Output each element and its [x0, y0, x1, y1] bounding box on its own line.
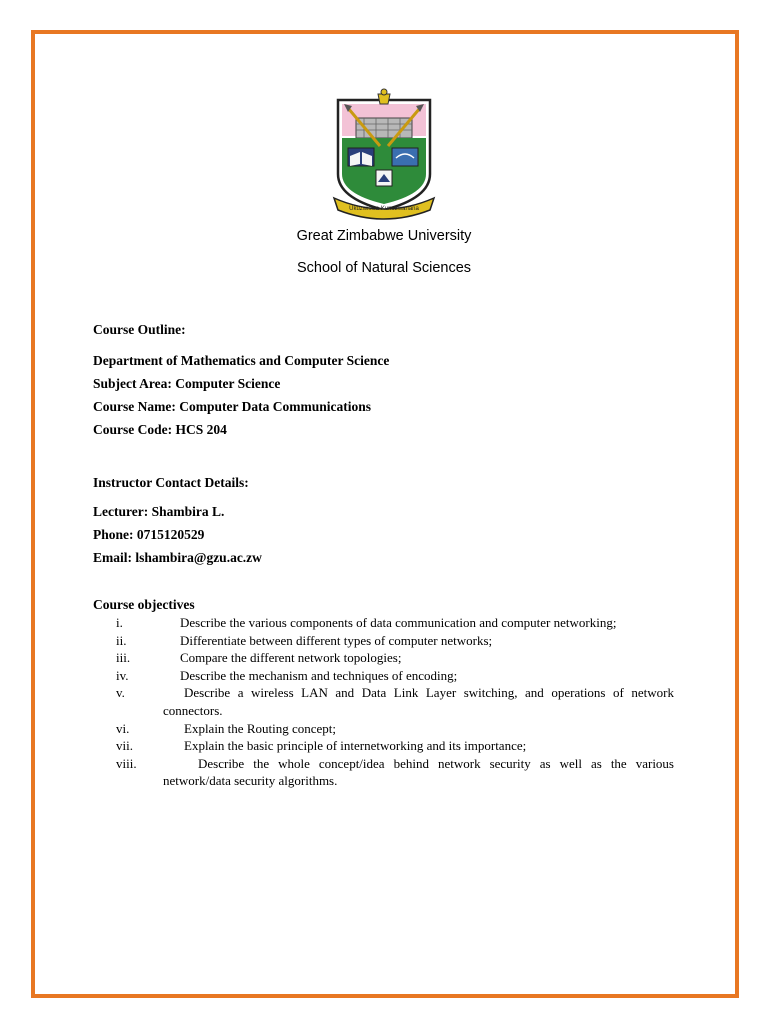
list-item-continuation: connectors.: [163, 702, 223, 718]
objectives-heading: Course objectives: [93, 597, 195, 612]
list-item-text: Describe the whole concept/idea behind network security as well as the various: [198, 755, 674, 771]
list-item-text: Differentiate between different types of computer networks;: [180, 632, 493, 648]
list-item: [93, 614, 674, 632]
list-item-text: Compare the different network topologies;: [180, 650, 402, 666]
list-item-number: iii.: [116, 650, 131, 666]
list-item: [93, 737, 674, 755]
list-item-number: iv.: [116, 667, 129, 683]
list-item-text: Describe the mechanism and techniques of encoding;: [180, 667, 458, 683]
university-name: Great Zimbabwe University: [296, 228, 472, 244]
lecturer: Lecturer: Shambira L.: [93, 504, 225, 519]
list-item-number: i.: [116, 615, 123, 630]
list-item: [93, 684, 674, 702]
list-item-text: Describe a wireless LAN and Data Link Layer switching, and operations of network: [184, 685, 674, 701]
list-item-number: ii.: [116, 632, 127, 648]
instructor-heading: Instructor Contact Details:: [93, 475, 249, 490]
list-item: [93, 755, 674, 773]
crest-motto-text: Ukuzwisisa Kunozwanana: [349, 206, 419, 212]
email: Email: lshambira@gzu.ac.zw: [93, 550, 262, 565]
subject-area: Subject Area: Computer Science: [93, 376, 281, 391]
course-outline-label: Course Outline:: [93, 322, 186, 337]
list-item-number: viii.: [116, 755, 137, 771]
list-item-number: v.: [116, 685, 125, 701]
list-item-continuation: network/data security algorithms.: [163, 773, 338, 789]
list-item-text: Explain the Routing concept;: [184, 720, 336, 736]
list-item-text: Describe the various components of data communication and computer networking;: [180, 615, 617, 630]
list-item: [93, 632, 674, 650]
list-item: [93, 649, 674, 667]
list-item-number: vi.: [116, 720, 130, 736]
course-name: Course Name: Computer Data Communications: [93, 399, 371, 414]
list-item: [93, 667, 674, 685]
list-item-text: Explain the basic principle of internetworking and its importance;: [184, 738, 527, 754]
course-code: Course Code: HCS 204: [93, 422, 227, 437]
list-item-number: vii.: [116, 738, 133, 754]
university-crest-logo: [330, 86, 438, 220]
department: Department of Mathematics and Computer Science: [93, 353, 390, 368]
school-name: School of Natural Sciences: [296, 260, 472, 276]
list-item: [93, 720, 674, 738]
objectives-list: [93, 614, 674, 790]
phone: Phone: 0715120529: [93, 527, 205, 542]
